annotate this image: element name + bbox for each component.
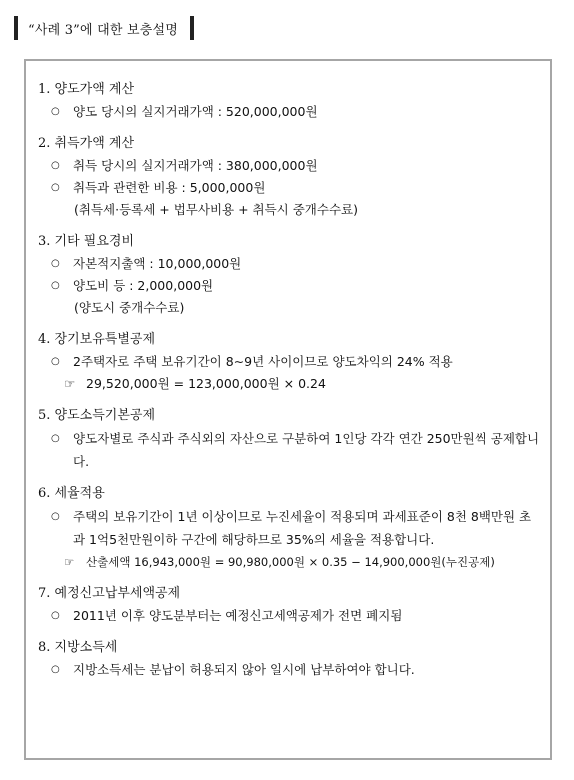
list-item — [38, 659, 542, 681]
header-right-bar — [190, 16, 194, 40]
bullet-circle-icon: ○ — [51, 610, 60, 621]
bullet-circle-icon: ○ — [51, 182, 60, 193]
section-title: 4. 장기보유특별공제 — [38, 332, 155, 347]
item-note: (취득세·등록세 + 법무사비용 + 취득시 중개수수료) — [74, 202, 358, 217]
bullet-circle-icon: ○ — [51, 664, 60, 675]
calculation-text: 산출세액 16,943,000원 = 90,980,000원 × 0.35 − 14,900,000원(누진공제) — [86, 555, 495, 569]
calculation-line — [38, 373, 542, 395]
item-text: 2주택자로 주택 보유기간이 8∼9년 사이이므로 양도차익의 24% 적용 — [73, 354, 453, 369]
section-header — [14, 16, 194, 40]
bullet-circle-icon: ○ — [51, 106, 60, 117]
bullet-circle-icon: ○ — [51, 258, 60, 269]
section-local-income-tax — [38, 637, 542, 681]
list-item — [38, 177, 542, 199]
list-item — [38, 253, 542, 275]
section-title: 5. 양도소득기본공제 — [38, 408, 155, 423]
list-item — [38, 427, 542, 473]
calculation-line — [38, 551, 542, 573]
bullet-circle-icon: ○ — [51, 511, 60, 522]
section-title: 2. 취득가액 계산 — [38, 136, 135, 151]
list-item — [38, 275, 542, 297]
item-text: 주택의 보유기간이 1년 이상이므로 누진세율이 적용되며 과세표준이 8천 8백만원 초과 1억5천만원이하 구간에 해당하므로 35%의 세율을 적용합니다. — [73, 509, 532, 547]
section-title: 1. 양도가액 계산 — [38, 82, 135, 97]
item-text: 취득과 관련한 비용 : 5,000,000원 — [73, 180, 266, 195]
item-note: (양도시 중개수수료) — [74, 300, 185, 315]
bullet-circle-icon: ○ — [51, 433, 60, 444]
section-title: 6. 세율적용 — [38, 486, 105, 501]
explanation-box — [24, 59, 552, 760]
list-item — [38, 351, 542, 373]
section-transfer-price — [38, 79, 542, 123]
calculation-text: 29,520,000원 = 123,000,000원 × 0.24 — [86, 376, 326, 391]
bullet-circle-icon: ○ — [51, 356, 60, 367]
item-text: 지방소득세는 분납이 허용되지 않아 일시에 납부하여야 합니다. — [73, 662, 415, 677]
section-basic-deduction — [38, 405, 542, 473]
list-item — [38, 605, 542, 627]
item-text: 취득 당시의 실지거래가액 : 380,000,000원 — [73, 158, 318, 173]
item-text: 양도비 등 : 2,000,000원 — [73, 278, 214, 293]
list-item — [38, 155, 542, 177]
pointing-hand-icon: ☞ — [64, 555, 75, 569]
pointing-hand-icon: ☞ — [64, 376, 76, 391]
list-item — [38, 101, 542, 123]
item-text: 양도 당시의 실지거래가액 : 520,000,000원 — [73, 104, 318, 119]
page-title: “사례 3”에 대한 보충설명 — [28, 22, 178, 38]
list-item — [38, 505, 542, 551]
section-title: 3. 기타 필요경비 — [38, 234, 135, 249]
bullet-circle-icon: ○ — [51, 160, 60, 171]
section-tax-rate — [38, 483, 542, 573]
item-text: 양도자별로 주식과 주식외의 자산으로 구분하여 1인당 각각 연간 250만원씩 공제합니다. — [73, 431, 540, 469]
item-text: 2011년 이후 양도분부터는 예정신고세액공제가 전면 폐지됨 — [73, 608, 403, 623]
section-acquisition-price — [38, 133, 542, 221]
section-other-expenses — [38, 231, 542, 319]
item-text: 자본적지출액 : 10,000,000원 — [73, 256, 242, 271]
section-title: 8. 지방소득세 — [38, 640, 118, 655]
section-preliminary-return — [38, 583, 542, 627]
bullet-circle-icon: ○ — [51, 280, 60, 291]
section-title: 7. 예정신고납부세액공제 — [38, 586, 181, 601]
section-long-term-deduction — [38, 329, 542, 395]
